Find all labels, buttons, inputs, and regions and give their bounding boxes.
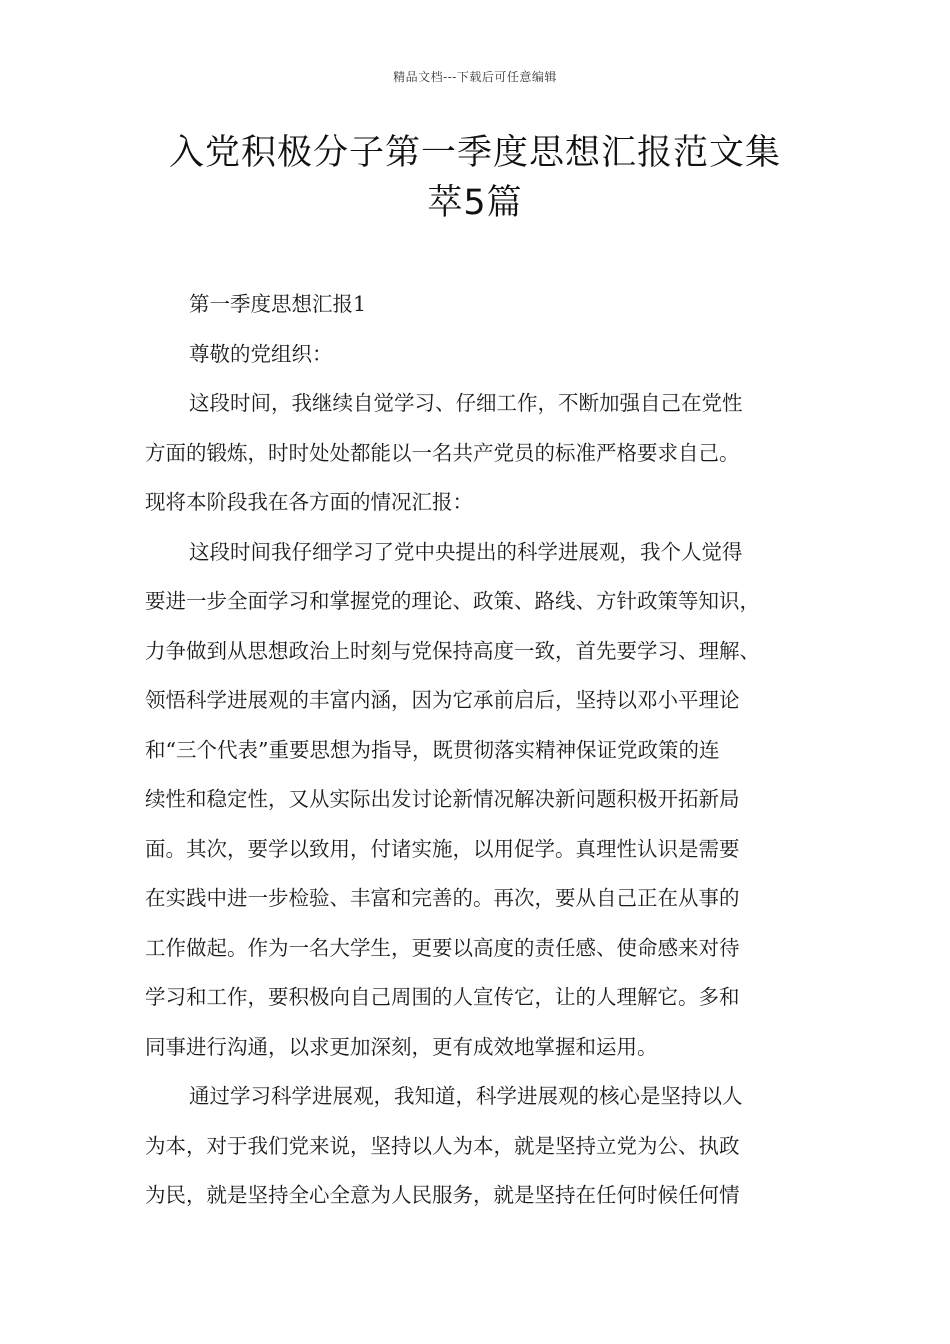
paragraph-3-line: 为本，对于我们党来说，坚持以人为本，就是坚持立党为公、执政 — [145, 1133, 740, 1158]
paragraph-1-line: 现将本阶段我在各方面的情况汇报： — [145, 490, 473, 514]
document-body — [145, 280, 825, 1221]
document-title — [120, 128, 830, 228]
paragraph-2-line: 同事进行沟通，以求更加深刻，更有成效地掌握和运用。 — [145, 1034, 658, 1059]
paragraph-1-line: 方面的锻炼，时时处处都能以一名共产党员的标准严格要求自己。 — [145, 440, 740, 465]
paragraph-2-line: 要进一步全面学习和掌握党的理论、政策、路线、方针政策等知识， — [145, 589, 760, 613]
paragraph-2-line: 面。其次，要学以致用，付诸实施，以用促学。真理性认识是需要 — [145, 836, 740, 861]
paragraph-2-line: 领悟科学进展观的丰富内涵，因为它承前启后，坚持以邓小平理论 — [145, 688, 740, 712]
paragraph-3-line: 通过学习科学进展观，我知道，科学进展观的核心是坚持以人 — [189, 1084, 743, 1108]
paragraph-2-line: 在实践中进一步检验、丰富和完善的。再次，要从自己正在从事的 — [145, 886, 740, 910]
section-heading: 第一季度思想汇报1 — [189, 292, 367, 316]
salutation: 尊敬的党组织： — [189, 341, 333, 366]
title-line-2: 萃5篇 — [427, 183, 523, 223]
paragraph-2-line: 续性和稳定性，又从实际出发讨论新情况解决新问题积极开拓新局 — [145, 787, 740, 811]
paragraph-2-line: 力争做到从思想政治上时刻与党保持高度一致，首先要学习、理解、 — [145, 638, 760, 663]
paragraph-2-line: 和“三个代表”重要思想为指导，既贯彻落实精神保证党政策的连 — [145, 737, 720, 762]
paragraph-2-line: 这段时间我仔细学习了党中央提出的科学进展观，我个人觉得 — [189, 539, 743, 564]
paragraph-2-line: 学习和工作，要积极向自己周围的人宣传它，让的人理解它。多和 — [145, 985, 740, 1009]
paragraph-3-line: 为民，就是坚持全心全意为人民服务，就是坚持在任何时候任何情 — [145, 1183, 740, 1207]
header-note: 精品文档---下载后可任意编辑 — [393, 70, 557, 84]
paragraph-1-line: 这段时间，我继续自觉学习、仔细工作，不断加强自己在党性 — [189, 391, 743, 415]
paragraph-2-line: 工作做起。作为一名大学生，更要以高度的责任感、使命感来对待 — [145, 935, 740, 960]
title-line-1: 入党积极分子第一季度思想汇报范文集 — [168, 133, 781, 173]
